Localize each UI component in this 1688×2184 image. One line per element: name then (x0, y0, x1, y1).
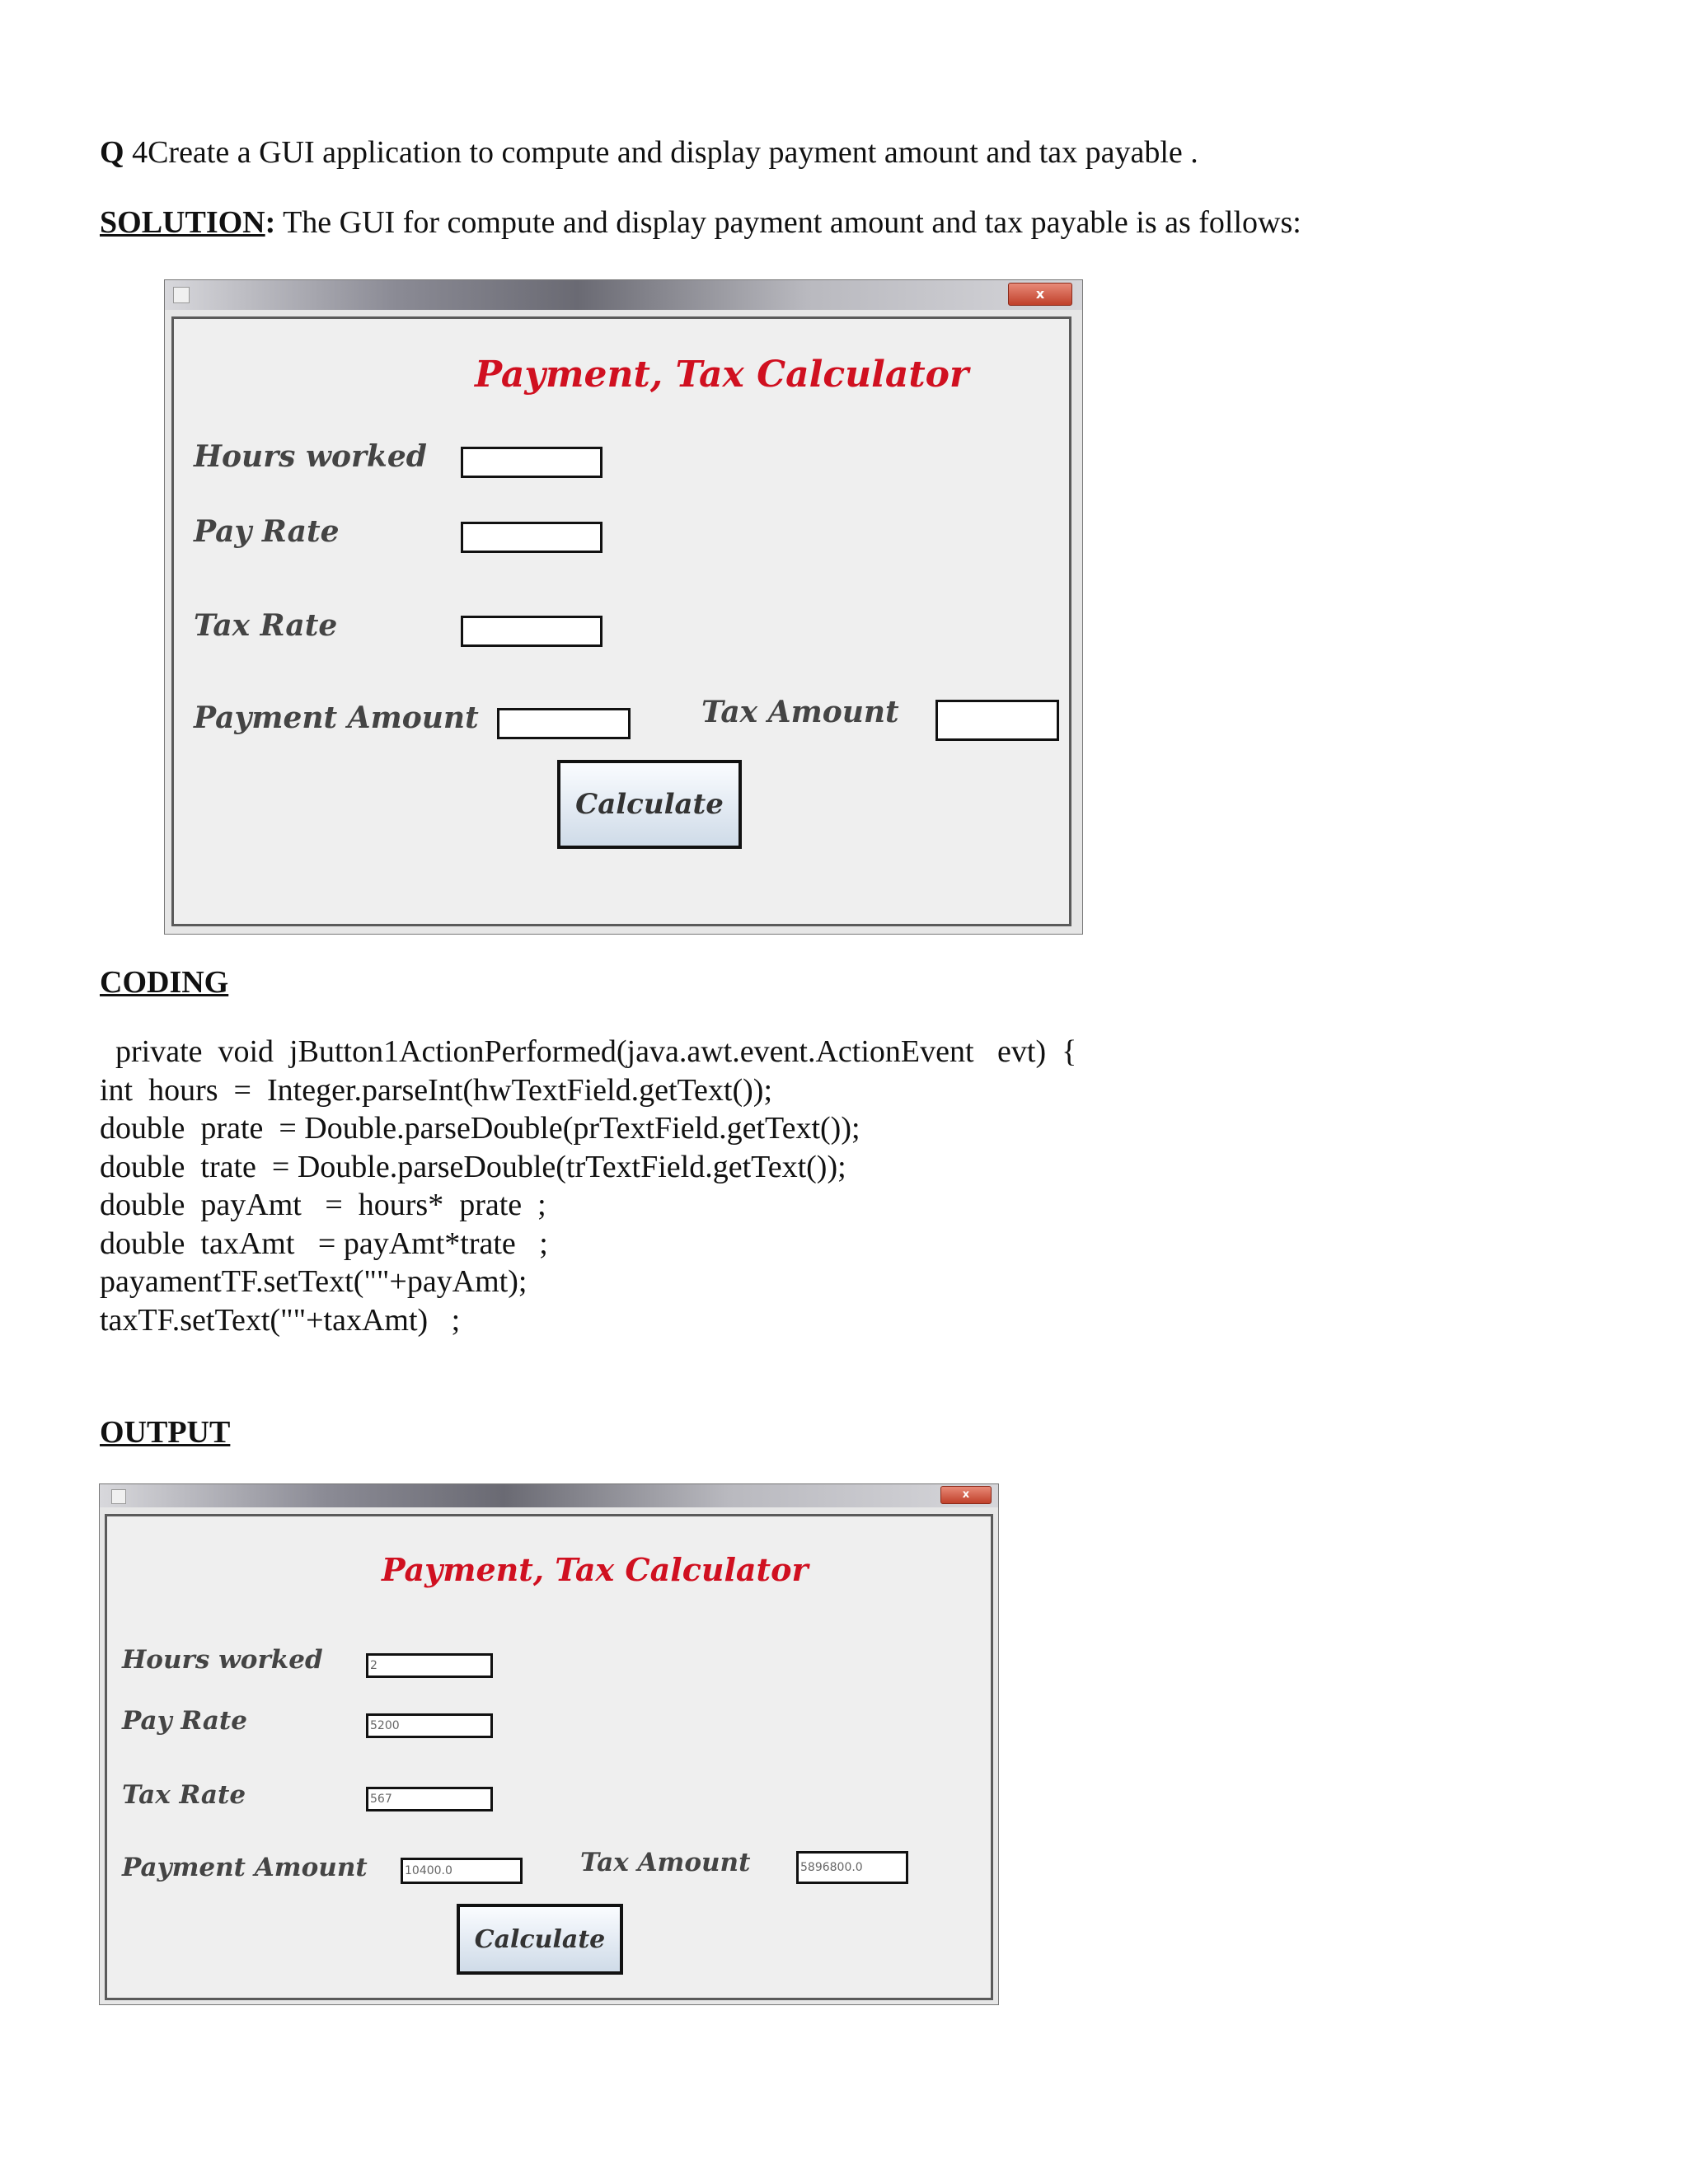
calculate-button-label: Calculate (575, 788, 724, 821)
payment-amount-label: Payment Amount (194, 701, 479, 735)
close-icon[interactable]: x (940, 1486, 992, 1504)
gui-design-window (164, 279, 1083, 935)
gui-title: Payment, Tax Calculator (475, 354, 969, 396)
code-line: double prate = Double.parseDouble(prTextField.getText()); (100, 1111, 860, 1146)
code-line: double payAmt = hours* prate ; (100, 1188, 546, 1222)
question-number: Q (100, 135, 124, 170)
tax-amount-field[interactable] (935, 700, 1059, 741)
code-line: private void jButton1ActionPerformed(java.awt.event.ActionEvent evt) { (100, 1034, 1077, 1069)
payment-amount-field[interactable]: 10400.0 (401, 1858, 523, 1884)
solution-line (100, 204, 1301, 241)
calculate-button-label: Calculate (474, 1924, 606, 1954)
pay-rate-label: Pay Rate (194, 514, 340, 549)
java-app-icon (173, 287, 190, 303)
solution-colon: : (265, 205, 276, 240)
solution-text: The GUI for compute and display payment amount and tax payable is as follows: (275, 205, 1301, 240)
gui-output-window (99, 1483, 999, 2005)
pay-rate-label: Pay Rate (122, 1706, 247, 1736)
window-titlebar (100, 1484, 998, 1507)
tax-amount-label: Tax Amount (701, 695, 899, 729)
calculate-button[interactable] (557, 760, 742, 849)
question-text: 4Create a GUI application to compute and display payment amount and tax payable . (124, 135, 1198, 170)
tax-rate-label: Tax Rate (194, 608, 338, 643)
hours-worked-field[interactable]: 2 (366, 1653, 493, 1678)
window-titlebar (165, 280, 1082, 310)
code-line: payamentTF.setText(""+payAmt); (100, 1264, 528, 1299)
hours-worked-label: Hours worked (194, 439, 427, 474)
pay-rate-field[interactable] (461, 522, 603, 553)
payment-amount-field[interactable] (497, 708, 631, 739)
window-client-area (171, 316, 1071, 926)
hours-worked-field[interactable] (461, 447, 603, 478)
code-line: taxTF.setText(""+taxAmt) ; (100, 1302, 461, 1338)
calculate-button[interactable] (457, 1904, 623, 1975)
tax-rate-field[interactable]: 567 (366, 1787, 493, 1811)
code-line: double trate = Double.parseDouble(trTextField.getText()); (100, 1149, 846, 1184)
code-block (100, 1033, 1076, 1339)
code-line: double taxAmt = payAmt*trate ; (100, 1226, 548, 1261)
solution-label: SOLUTION (100, 205, 265, 240)
pay-rate-field[interactable]: 5200 (366, 1713, 493, 1738)
close-icon[interactable]: x (1008, 283, 1072, 306)
gui-title: Payment, Tax Calculator (382, 1551, 809, 1588)
window-client-area (105, 1514, 993, 2000)
question-line (100, 134, 1198, 171)
tax-rate-field[interactable] (461, 616, 603, 647)
coding-heading: CODING (100, 965, 229, 1000)
tax-amount-field[interactable]: 5896800.0 (796, 1851, 908, 1884)
java-app-icon (111, 1489, 126, 1504)
tax-amount-label: Tax Amount (580, 1848, 751, 1877)
tax-rate-label: Tax Rate (122, 1780, 246, 1810)
code-line: int hours = Integer.parseInt(hwTextField.getText()); (100, 1072, 772, 1108)
output-heading: OUTPUT (100, 1415, 231, 1450)
hours-worked-label: Hours worked (122, 1645, 323, 1675)
payment-amount-label: Payment Amount (122, 1853, 368, 1882)
